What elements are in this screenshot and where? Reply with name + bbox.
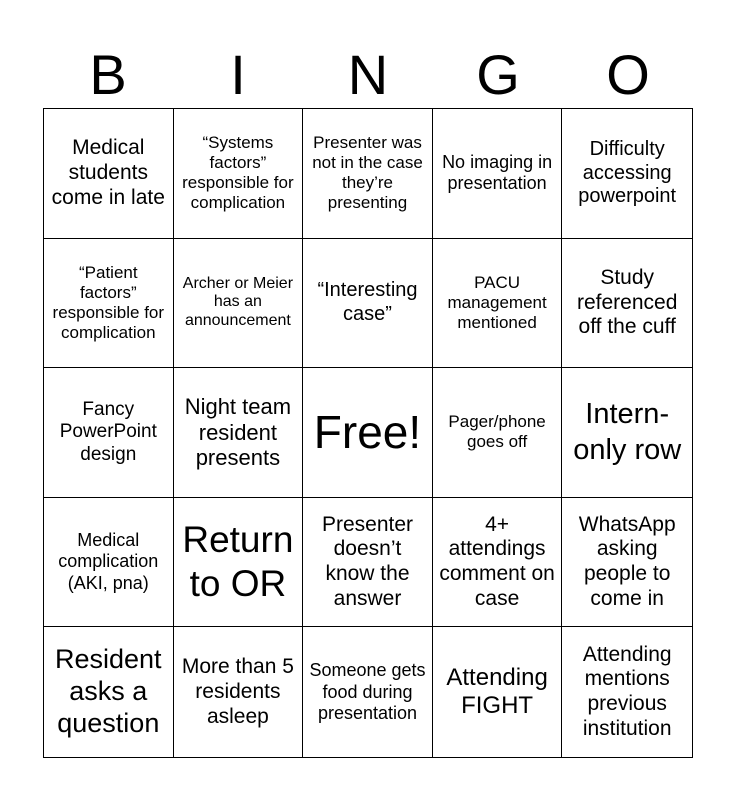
bingo-cell: Return to OR <box>174 498 304 628</box>
bingo-board <box>43 108 693 758</box>
bingo-cell: PACU management mentioned <box>433 239 563 369</box>
bingo-cell: “Interesting case” <box>303 239 433 369</box>
bingo-cell: Archer or Meier has an announcement <box>174 239 304 369</box>
bingo-cell: Presenter doesn’t know the answer <box>303 498 433 628</box>
bingo-cell: “Patient factors” responsible for complication <box>44 239 174 369</box>
bingo-cell: No imaging in presentation <box>433 109 563 239</box>
bingo-cell: Attending mentions previous institution <box>582 642 672 740</box>
bingo-cell: Pager/phone goes off <box>433 368 563 498</box>
bingo-cell: Night team resident presents <box>174 368 304 498</box>
header-letter-g: G <box>476 43 520 106</box>
free-space: Free! <box>303 368 433 498</box>
header-letter-n: N <box>347 43 389 106</box>
bingo-cell: 4+ attendings comment on case <box>433 498 563 628</box>
bingo-cell: Difficulty accessing powerpoint <box>562 109 692 239</box>
bingo-cell: Intern-only row <box>562 368 692 498</box>
bingo-cell: Resident asks a question <box>44 627 174 757</box>
bingo-cell: Medical students come in late <box>44 109 174 239</box>
bingo-cell: Fancy PowerPoint design <box>44 368 174 498</box>
bingo-cell: Study referenced off the cuff <box>562 239 692 369</box>
bingo-cell: More than 5 residents asleep <box>174 627 304 757</box>
bingo-cell: Someone gets food during presentation <box>303 627 433 757</box>
header-letter-i: I <box>230 43 246 106</box>
bingo-header <box>43 44 693 106</box>
header-letter-o: O <box>606 43 650 106</box>
bingo-cell: Presenter was not in the case they’re presenting <box>303 109 433 239</box>
bingo-cell: Attending FIGHT <box>433 627 563 757</box>
bingo-cell: Medical complication (AKI, pna) <box>44 498 174 628</box>
header-letter-b: B <box>89 43 127 106</box>
bingo-cell: “Systems factors” responsible for complication <box>174 109 304 239</box>
bingo-cell: WhatsApp asking people to come in <box>562 498 692 628</box>
